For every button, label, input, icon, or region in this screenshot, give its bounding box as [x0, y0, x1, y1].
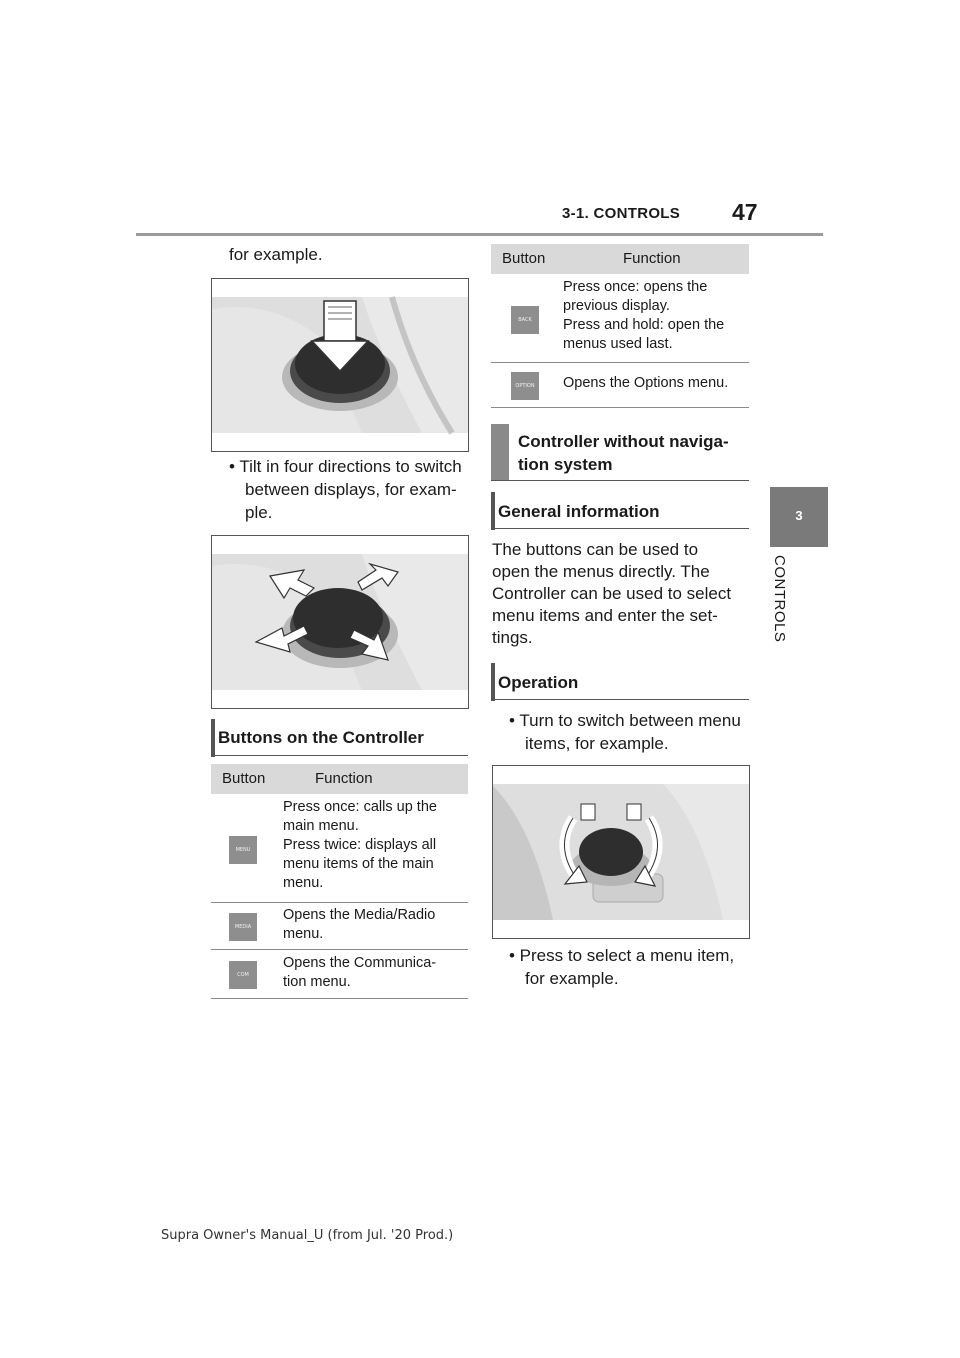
section-marker: [491, 492, 495, 530]
bullet-tilt-line-1: • Tilt in four directions to switch: [229, 457, 462, 476]
heading-marker: [491, 424, 509, 480]
title-line: Controller without naviga-: [518, 432, 729, 451]
option-function-text: [563, 374, 753, 393]
header-rule: [136, 233, 823, 236]
col-function-header: Function: [315, 770, 373, 787]
section-header: 3-1. CONTROLS: [562, 205, 681, 222]
controller-turn-figure: [492, 765, 750, 939]
cell-line: menu.: [283, 926, 324, 942]
media-function-text: [283, 906, 463, 944]
back-button-icon: BACK: [511, 306, 539, 334]
table-row-divider: [211, 949, 468, 950]
chapter-label: CONTROLS: [771, 555, 788, 643]
menu-function-text: [283, 798, 463, 893]
bullet-turn-line-1: • Turn to switch between menu: [509, 711, 741, 730]
media-button-icon: MEDIA: [229, 913, 257, 941]
text-line: tings.: [492, 628, 533, 647]
controller-press-illustration: [212, 279, 468, 451]
text-line: menu items and enter the set-: [492, 606, 718, 625]
chapter-tab: 3: [770, 487, 828, 547]
heading-rule: [491, 480, 749, 481]
controller-tilt-figure: [211, 535, 469, 709]
text-line: Controller can be used to select: [492, 584, 732, 603]
section-marker: [491, 663, 495, 701]
cell-line: main menu.: [283, 818, 359, 834]
cell-line: Press once: opens the: [563, 279, 708, 295]
general-info-title: General information: [498, 502, 660, 521]
cell-line: Opens the Communica-: [283, 955, 437, 971]
page-number: 47: [732, 199, 758, 225]
com-button-icon: COM: [229, 961, 257, 989]
table-row-divider: [491, 362, 749, 363]
col-function-header: Function: [623, 250, 681, 267]
controller-tilt-illustration: [212, 536, 468, 708]
bullet-press-line-1: • Press to select a menu item,: [509, 946, 735, 965]
controller-section-title: [518, 430, 729, 476]
col-button-header: Button: [222, 770, 266, 787]
cell-line: Press twice: displays all: [283, 837, 437, 853]
cell-line: menus used last.: [563, 336, 673, 352]
general-info-text: [492, 539, 731, 649]
title-line: tion system: [518, 455, 613, 474]
bullet-turn-line-2: items, for example.: [525, 734, 669, 753]
bullet-tilt-line-2: between displays, for exam-: [245, 480, 457, 499]
buttons-section-title: Buttons on the Controller: [218, 728, 424, 747]
table-row-divider: [211, 998, 468, 999]
section-rule: [491, 528, 749, 529]
back-function-text: [563, 278, 748, 354]
bullet-tilt-line-3: ple.: [245, 503, 273, 522]
cell-line: Opens the Media/Radio: [283, 907, 436, 923]
section-marker: [211, 719, 215, 757]
table-row-divider: [211, 902, 468, 903]
controller-turn-illustration: [493, 766, 749, 938]
section-rule: [491, 699, 749, 700]
bullet-press-line-2: for example.: [525, 969, 619, 988]
com-function-text: [283, 954, 463, 992]
cell-line: Press and hold: open the: [563, 317, 725, 333]
text-line: The buttons can be used to: [492, 540, 699, 559]
left-table-header: [211, 764, 468, 794]
right-table-header: [491, 244, 749, 274]
cell-line: tion menu.: [283, 974, 351, 990]
option-button-icon: OPTION: [511, 372, 539, 400]
cell-line: previous display.: [563, 298, 670, 314]
section-rule: [211, 755, 468, 756]
col-button-header: Button: [502, 250, 546, 267]
operation-title: Operation: [498, 673, 579, 692]
text-line: open the menus directly. The: [492, 562, 710, 581]
cell-line: Opens the Options menu.: [563, 375, 729, 391]
menu-button-icon: MENU: [229, 836, 257, 864]
cell-line: menu.: [283, 875, 324, 891]
intro-text: for example.: [229, 245, 323, 264]
cell-line: Press once: calls up the: [283, 799, 437, 815]
cell-line: menu items of the main: [283, 856, 434, 872]
table-row-divider: [491, 407, 749, 408]
controller-press-figure: [211, 278, 469, 452]
page-footer: Supra Owner's Manual_U (from Jul. '20 Prod.): [161, 1228, 454, 1243]
